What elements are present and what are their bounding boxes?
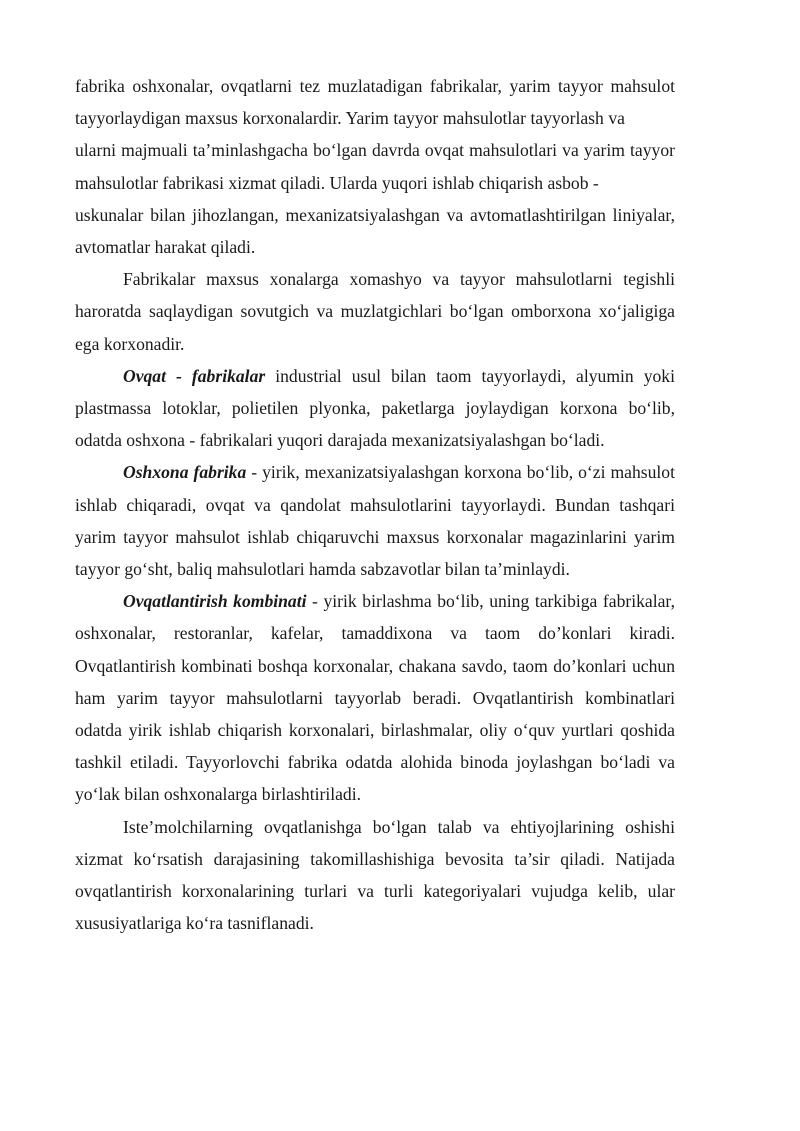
term-oshxona-fabrika: Oshxona fabrika: [123, 462, 247, 483]
paragraph-storage: [75, 263, 675, 360]
paragraph-oshxona-fabrika: [75, 456, 675, 585]
paragraph-text: industrial usul bilan taom tayyorlaydi, alyumin yoki plastmassa lotoklar, polietilen plyonka, paketlarga joylaydigan korxona bo‘lib, odatda oshxona - fabrikalari yuqori darajada mexanizatsiyalashgan bo‘ladi.: [75, 365, 675, 451]
paragraph-text: fabrika oshxonalar, ovqatlarni tez muzlatadigan fabrikalar, yarim tayyor mahsulot tayyorlaydigan maxsus korxonalardir. Yarim tayyor mahsulotlar tayyorlash va: [75, 76, 675, 129]
paragraph-text: - yirik birlashma bo‘lib, uning tarkibiga fabrikalar, oshxonalar, restoranlar, kafelar, tamaddixona va taom do’konlari kiradi. Ovqatlantirish kombinati boshqa korxonalar, chakana savdo, taom do’konlari uchun ham yarim tayyor mahsulotlarni tayyorlab beradi. Ovqatlantirish kombinatlari odatda yirik ishlab chiqarish korxonalari, birlashmalar, oliy o‘quv yurtlari qoshida tashkil etiladi. Tayyorlovchi fabrika odatda alohida binoda joylashgan bo‘ladi va yo‘lak bilan oshxonalarga birlashtiriladi.: [75, 591, 675, 805]
paragraph-text: uskunalar bilan jihozlangan, mexanizatsiyalashgan va avtomatlashtirilgan liniyalar, avtomatlar harakat qiladi.: [75, 204, 675, 258]
term-ovqat-fabrikalar: Ovqat - fabrikalar: [123, 365, 266, 386]
paragraph-text: Iste’molchilarning ovqatlanishga bo‘lgan talab va ehtiyojlarining oshishi xizmat ko‘rsatish darajasining takomillashishiga bevosita ta’sir qiladi. Natijada ovqatlantirish korxonalarining turlari va turli kategoriyalari vujudga kelib, ular xususiyatlariga ko‘ra tasniflanadi.: [75, 816, 675, 934]
paragraph-text: - yirik, mexanizatsiyalashgan korxona bo‘lib, o‘zi mahsulot ishlab chiqaradi, ovqat va qandolat mahsulotlarini tayyorlaydi. Bundan tashqari yarim tayyor mahsulot ishlab chiqaruvchi maxsus korxonalar magazinlarini yarim tayyor go‘sht, baliq mahsulotlari hamda sabzavotlar bilan ta’minlaydi.: [75, 462, 675, 580]
term-ovqatlantirish-kombinati: Ovqatlantirish kombinati: [123, 591, 307, 612]
paragraph-text: ularni majmuali ta’minlashgacha bo‘lgan davrda ovqat mahsulotlari va yarim tayyor mahsulotlar fabrikasi xizmat qiladi. Ularda yuqori ishlab chiqarish asbob -: [75, 140, 675, 193]
paragraph-classification: [75, 811, 675, 940]
paragraph-fabrika-intro: [75, 70, 675, 199]
paragraph-ovqat-fabrikalar: [75, 360, 675, 457]
paragraph-text: Fabrikalar maxsus xonalarga xomashyo va tayyor mahsulotlarni tegishli haroratda saqlaydigan sovutgich va muzlatgichlari bo‘lgan omborxona xo‘jaligiga ega korxonadir.: [75, 269, 675, 354]
document-body: [75, 70, 675, 939]
paragraph-equipment: [75, 199, 675, 263]
paragraph-ovqatlantirish-kombinati: [75, 585, 675, 810]
